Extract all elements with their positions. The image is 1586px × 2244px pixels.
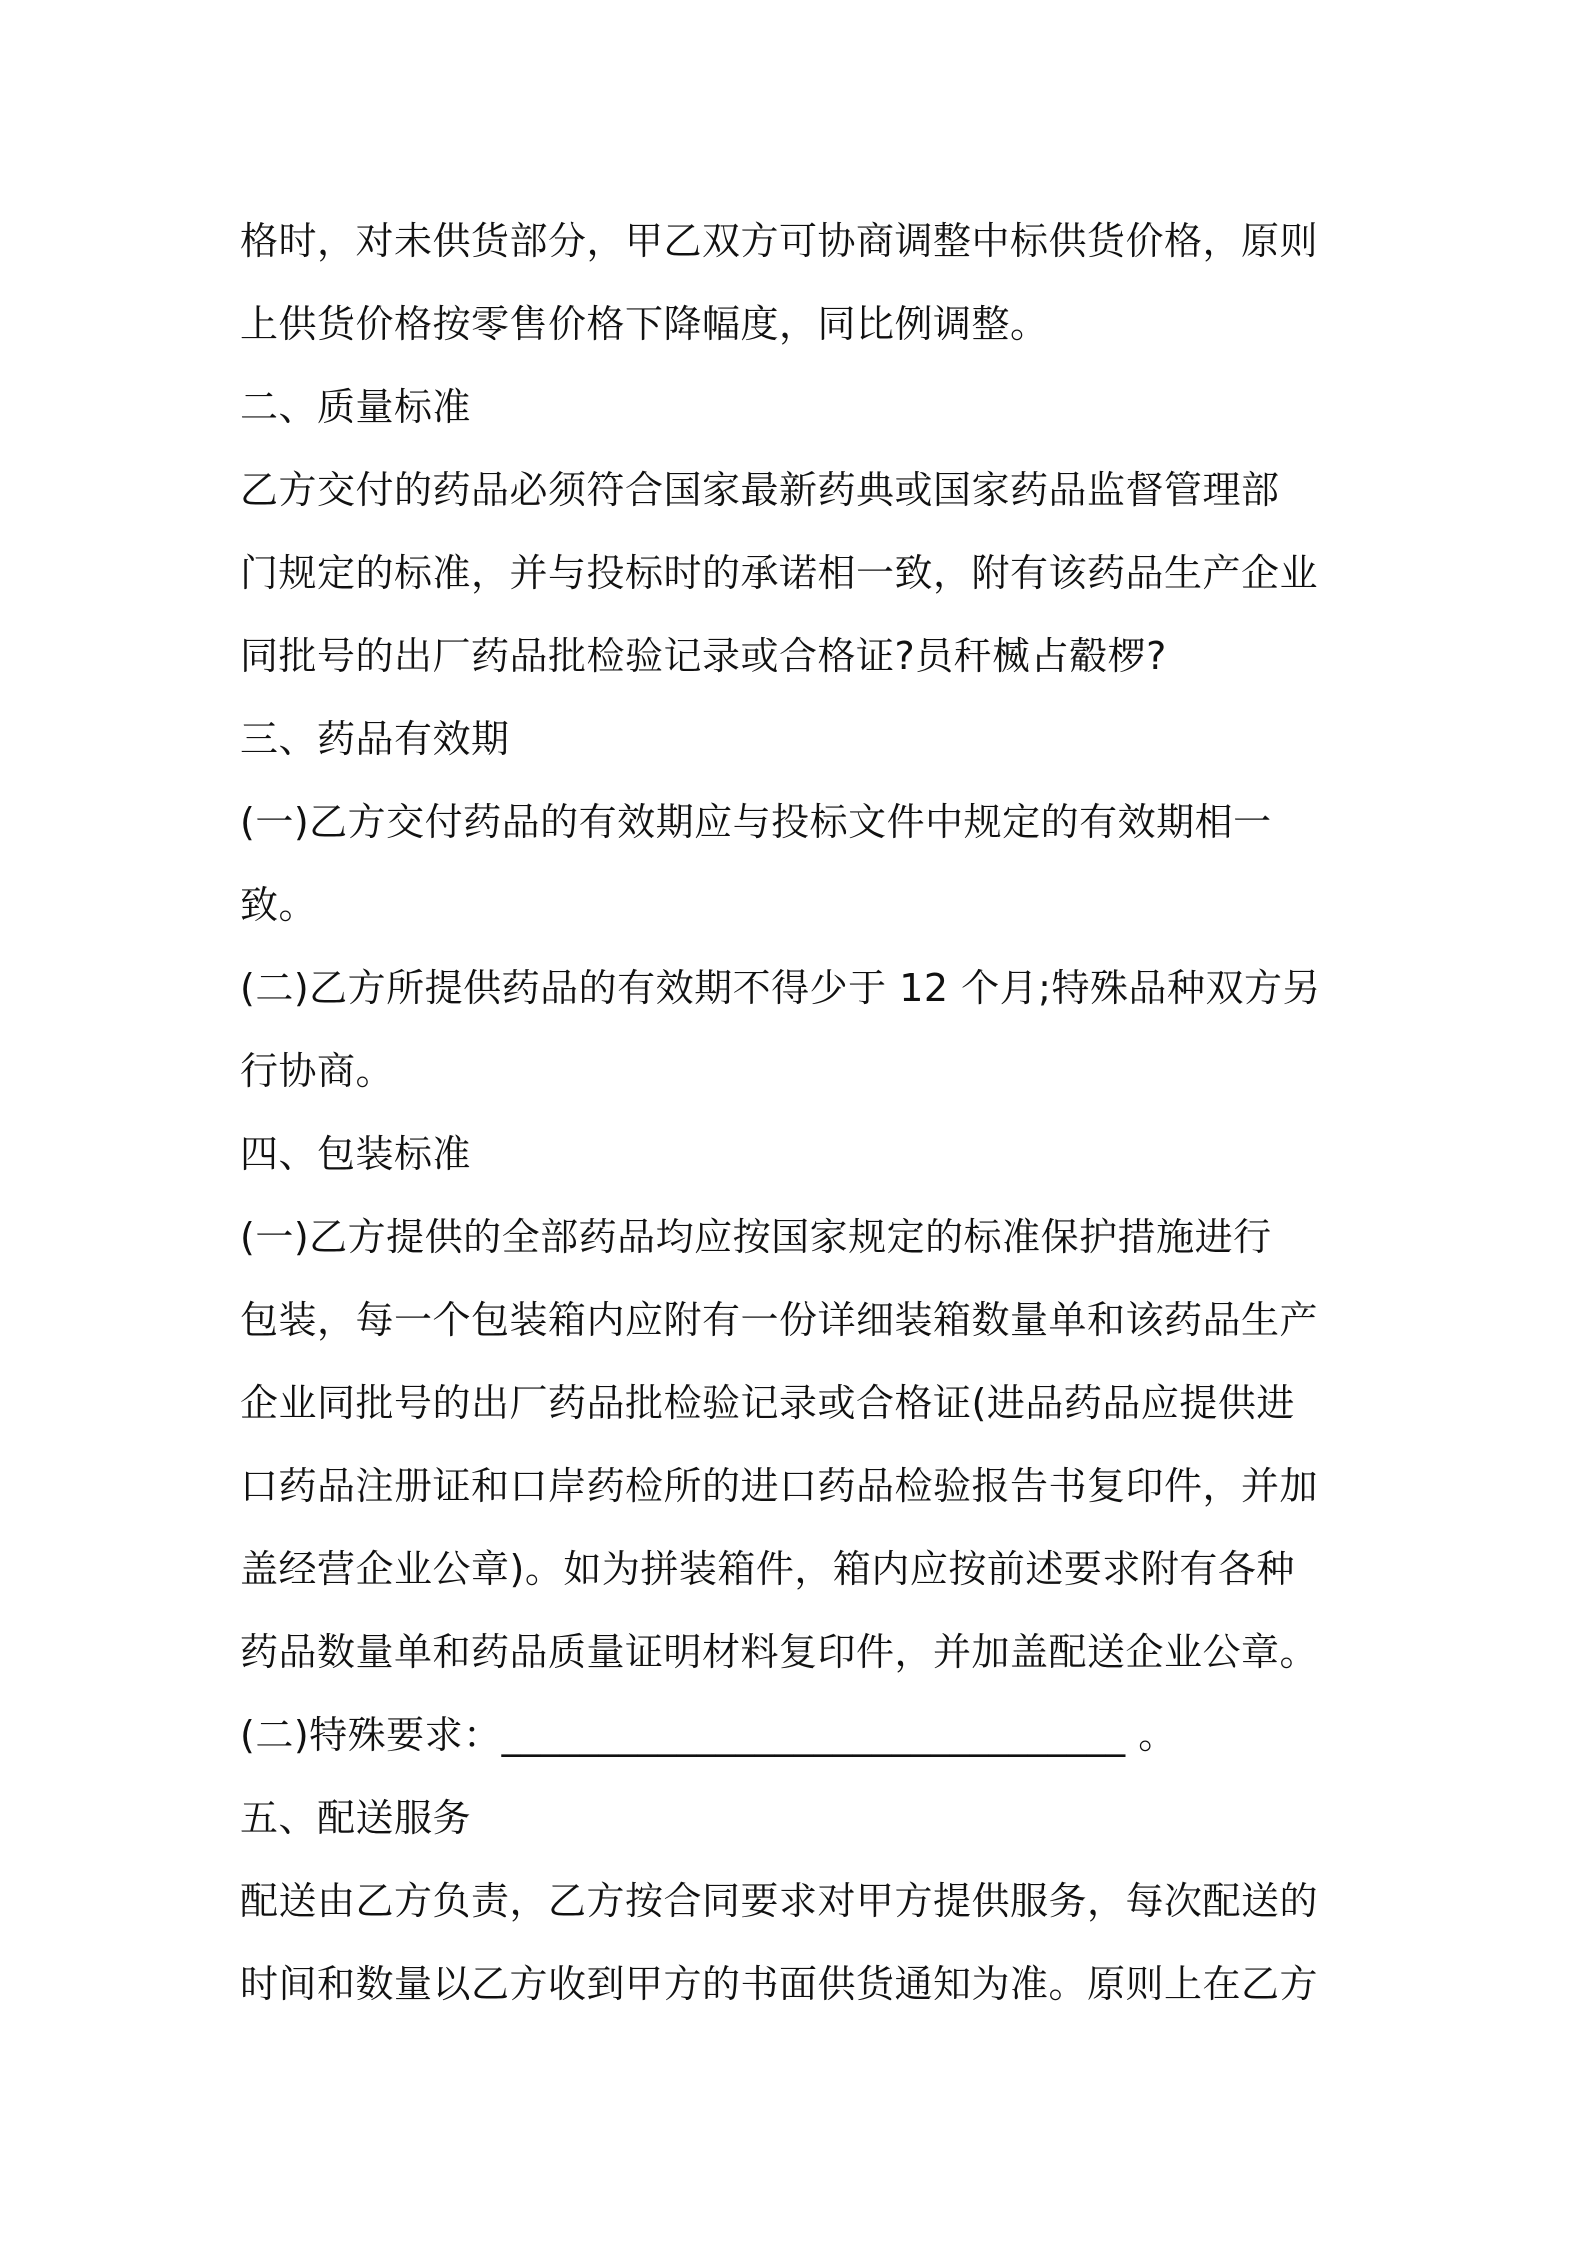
text-line: 上供货价格按零售价格下降幅度，同比例调整。: [240, 302, 1049, 346]
section-heading: 三、药品有效期: [240, 717, 510, 761]
text-line: 企业同批号的出厂药品批检验记录或合格证(进品药品应提供进: [240, 1381, 1295, 1425]
text-line: 格时，对未供货部分，甲乙双方可协商调整中标供货价格，原则: [240, 219, 1319, 263]
text-line: (一)乙方交付药品的有效期应与投标文件中规定的有效期相一: [240, 800, 1272, 844]
section-heading: 四、包装标准: [240, 1132, 472, 1176]
text-line: (一)乙方提供的全部药品均应按国家规定的标准保护措施进行: [240, 1215, 1272, 1259]
text-line: 配送由乙方负责，乙方按合同要求对甲方提供服务，每次配送的: [240, 1879, 1319, 1923]
text-line: 盖经营企业公章)。如为拼装箱件，箱内应按前述要求附有各种: [240, 1547, 1295, 1591]
text-line: 乙方交付的药品必须符合国家最新药典或国家药品监督管理部: [240, 468, 1280, 512]
document-page: [240, 200, 1355, 2026]
text-line: 致。: [240, 883, 318, 927]
text-line: (二)乙方所提供药品的有效期不得少于 12 个月;特殊品种双方另: [240, 966, 1321, 1010]
section-heading: 二、质量标准: [240, 385, 472, 429]
text-line: 同批号的出厂药品批检验记录或合格证?员秆楲占觳椤?: [240, 634, 1167, 678]
text-line: 时间和数量以乙方收到甲方的书面供货通知为准。原则上在乙方: [240, 1962, 1319, 2006]
special-requirements-line: (二)特殊要求：________________________________ 。: [240, 1713, 1177, 1757]
text-line: 口药品注册证和口岸药检所的进口药品检验报告书复印件，并加: [240, 1464, 1319, 1508]
text-line: 门规定的标准，并与投标时的承诺相一致，附有该药品生产企业: [240, 551, 1319, 595]
text-line: 包装，每一个包装箱内应附有一份详细装箱数量单和该药品生产: [240, 1298, 1319, 1342]
text-line: 行协商。: [240, 1049, 395, 1093]
text-line: 药品数量单和药品质量证明材料复印件，并加盖配送企业公章。: [240, 1630, 1319, 1674]
section-heading: 五、配送服务: [240, 1796, 472, 1840]
